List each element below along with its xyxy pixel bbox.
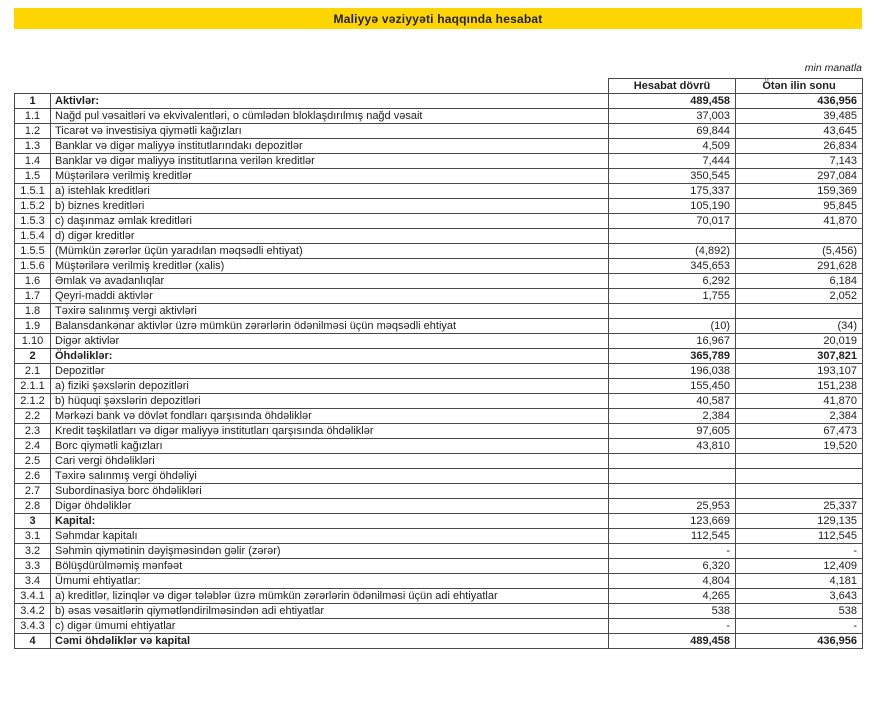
row-value-current: 43,810	[609, 439, 736, 454]
row-value-current: (10)	[609, 319, 736, 334]
row-value-previous: 436,956	[736, 634, 863, 649]
row-number: 1.9	[15, 319, 51, 334]
row-value-previous: -	[736, 544, 863, 559]
row-label: Banklar və digər maliyyə institutlarına verilən kreditlər	[51, 154, 609, 169]
table-row	[15, 259, 863, 274]
row-value-previous: 39,485	[736, 109, 863, 124]
row-value-current: 69,844	[609, 124, 736, 139]
table-row	[15, 589, 863, 604]
row-number: 1	[15, 94, 51, 109]
table-row	[15, 604, 863, 619]
row-value-current: 365,789	[609, 349, 736, 364]
row-number: 2.1.1	[15, 379, 51, 394]
row-label: Mərkəzi bank və dövlət fondları qarşısında öhdəliklər	[51, 409, 609, 424]
row-value-current: -	[609, 544, 736, 559]
row-label: d) digər kreditlər	[51, 229, 609, 244]
row-value-previous: 193,107	[736, 364, 863, 379]
row-number: 3.2	[15, 544, 51, 559]
row-number: 1.5	[15, 169, 51, 184]
row-number: 3.4.3	[15, 619, 51, 634]
row-value-current: 16,967	[609, 334, 736, 349]
row-value-current	[609, 469, 736, 484]
row-value-previous	[736, 484, 863, 499]
row-value-previous: 25,337	[736, 499, 863, 514]
row-value-previous: 4,181	[736, 574, 863, 589]
row-value-current: 538	[609, 604, 736, 619]
row-value-previous: 95,845	[736, 199, 863, 214]
table-row	[15, 319, 863, 334]
table-row	[15, 529, 863, 544]
row-value-current: 175,337	[609, 184, 736, 199]
row-value-current: 2,384	[609, 409, 736, 424]
row-value-current: 6,292	[609, 274, 736, 289]
row-label: Kredit təşkilatları və digər maliyyə institutları qarşısında öhdəliklər	[51, 424, 609, 439]
table-row	[15, 229, 863, 244]
report-title: Maliyyə vəziyyəti haqqında hesabat	[333, 11, 543, 26]
row-value-current: 112,545	[609, 529, 736, 544]
row-value-current: 40,587	[609, 394, 736, 409]
row-label: a) fiziki şəxslərin depozitləri	[51, 379, 609, 394]
title-banner	[14, 8, 862, 29]
table-row	[15, 409, 863, 424]
row-value-current: 4,265	[609, 589, 736, 604]
row-value-previous: 7,143	[736, 154, 863, 169]
row-number: 4	[15, 634, 51, 649]
column-header-previous-year-end: Ötən ilin sonu	[736, 79, 863, 94]
row-label: (Mümkün zərərlər üçün yaradılan məqsədli ehtiyat)	[51, 244, 609, 259]
row-value-previous: 159,369	[736, 184, 863, 199]
table-row	[15, 334, 863, 349]
row-value-current	[609, 229, 736, 244]
table-body	[15, 94, 863, 649]
row-number: 3.3	[15, 559, 51, 574]
row-label: Aktivlər:	[51, 94, 609, 109]
row-label: Əmlak və avadanlıqlar	[51, 274, 609, 289]
table-row	[15, 349, 863, 364]
row-label: a) kreditlər, lizinqlər və digər tələblər üzrə mümkün zərərlərin ödənilməsi üçün adi ehtiyatlar	[51, 589, 609, 604]
row-label: Müştərilərə verilmiş kreditlər	[51, 169, 609, 184]
table-row	[15, 154, 863, 169]
row-label: Ticarət və investisiya qiymətli kağızları	[51, 124, 609, 139]
table-row	[15, 514, 863, 529]
table-row	[15, 619, 863, 634]
row-number: 1.10	[15, 334, 51, 349]
row-number: 1.2	[15, 124, 51, 139]
row-value-previous	[736, 229, 863, 244]
row-value-current	[609, 454, 736, 469]
row-value-current: 489,458	[609, 634, 736, 649]
row-label: Digər öhdəliklər	[51, 499, 609, 514]
row-label: Banklar və digər maliyyə institutlarındakı depozitlər	[51, 139, 609, 154]
table-row	[15, 484, 863, 499]
row-label: Nağd pul vəsaitləri və ekvivalentləri, o cümlədən bloklaşdırılmış nağd vəsait	[51, 109, 609, 124]
row-number: 2.7	[15, 484, 51, 499]
row-number: 1.4	[15, 154, 51, 169]
row-value-current: 7,444	[609, 154, 736, 169]
row-label: Depozitlər	[51, 364, 609, 379]
table-row	[15, 454, 863, 469]
row-value-current: 6,320	[609, 559, 736, 574]
row-label: Ümumi ehtiyatlar:	[51, 574, 609, 589]
row-value-previous: 297,084	[736, 169, 863, 184]
table-row	[15, 394, 863, 409]
row-value-current: 196,038	[609, 364, 736, 379]
row-label: Səhmin qiymətinin dəyişməsindən gəlir (zərər)	[51, 544, 609, 559]
row-number: 3.1	[15, 529, 51, 544]
table-row	[15, 169, 863, 184]
table-header-row	[15, 79, 863, 94]
row-label: Təxirə salınmış vergi aktivləri	[51, 304, 609, 319]
row-number: 2.2	[15, 409, 51, 424]
row-number: 1.5.6	[15, 259, 51, 274]
table-row	[15, 199, 863, 214]
row-number: 3	[15, 514, 51, 529]
row-value-previous: 67,473	[736, 424, 863, 439]
row-value-current: 25,953	[609, 499, 736, 514]
table-row	[15, 424, 863, 439]
row-value-previous: 41,870	[736, 394, 863, 409]
row-label: b) əsas vəsaitlərin qiymətləndirilməsindən adi ehtiyatlar	[51, 604, 609, 619]
table-row	[15, 109, 863, 124]
row-label: Təxirə salınmış vergi öhdəliyi	[51, 469, 609, 484]
row-value-previous	[736, 469, 863, 484]
table-row	[15, 244, 863, 259]
financial-position-table	[14, 78, 863, 649]
row-number: 1.6	[15, 274, 51, 289]
row-label: Cari vergi öhdəlikləri	[51, 454, 609, 469]
row-number: 2.8	[15, 499, 51, 514]
row-label: Digər aktivlər	[51, 334, 609, 349]
row-label: Subordinasiya borc öhdəlikləri	[51, 484, 609, 499]
row-value-current: 4,804	[609, 574, 736, 589]
row-value-current	[609, 484, 736, 499]
table-row	[15, 469, 863, 484]
row-label: Cəmi öhdəliklər və kapital	[51, 634, 609, 649]
row-number: 1.5.1	[15, 184, 51, 199]
row-value-previous	[736, 454, 863, 469]
row-number: 2.1.2	[15, 394, 51, 409]
row-label: a) istehlak kreditləri	[51, 184, 609, 199]
row-number: 3.4	[15, 574, 51, 589]
row-value-previous: 151,238	[736, 379, 863, 394]
row-label: Müştərilərə verilmiş kreditlər (xalis)	[51, 259, 609, 274]
row-number: 1.3	[15, 139, 51, 154]
table-row	[15, 379, 863, 394]
table-row	[15, 94, 863, 109]
row-label: c) digər ümumi ehtiyatlar	[51, 619, 609, 634]
row-label: b) hüquqi şəxslərin depozitləri	[51, 394, 609, 409]
row-value-current: 350,545	[609, 169, 736, 184]
row-value-previous: 291,628	[736, 259, 863, 274]
table-row	[15, 559, 863, 574]
row-value-current: (4,892)	[609, 244, 736, 259]
row-value-previous	[736, 304, 863, 319]
row-value-previous: 538	[736, 604, 863, 619]
table-row	[15, 574, 863, 589]
row-value-current: 489,458	[609, 94, 736, 109]
row-value-current: 123,669	[609, 514, 736, 529]
row-label: Öhdəliklər:	[51, 349, 609, 364]
row-label: Balansdankənar aktivlər üzrə mümkün zərərlərin ödənilməsi üçün məqsədli ehtiyat	[51, 319, 609, 334]
row-value-previous: -	[736, 619, 863, 634]
row-label: b) biznes kreditləri	[51, 199, 609, 214]
row-label: Bölüşdürülməmiş mənfəət	[51, 559, 609, 574]
row-value-previous: 307,821	[736, 349, 863, 364]
row-value-previous: (5,456)	[736, 244, 863, 259]
row-number: 1.5.3	[15, 214, 51, 229]
row-label: Səhmdar kapitalı	[51, 529, 609, 544]
row-value-previous: 3,643	[736, 589, 863, 604]
row-value-previous: 41,870	[736, 214, 863, 229]
row-value-current: 4,509	[609, 139, 736, 154]
table-row	[15, 499, 863, 514]
column-header-current-period: Hesabat dövrü	[609, 79, 736, 94]
row-label: Borc qiymətli kağızları	[51, 439, 609, 454]
row-number: 3.4.2	[15, 604, 51, 619]
row-number: 2.5	[15, 454, 51, 469]
table-row	[15, 214, 863, 229]
row-number: 1.8	[15, 304, 51, 319]
row-value-current	[609, 304, 736, 319]
row-number: 1.1	[15, 109, 51, 124]
row-label: Qeyri-maddi aktivlər	[51, 289, 609, 304]
table-row	[15, 274, 863, 289]
row-value-previous: 19,520	[736, 439, 863, 454]
row-value-current: 70,017	[609, 214, 736, 229]
row-value-previous: 2,384	[736, 409, 863, 424]
row-number: 2.3	[15, 424, 51, 439]
table-row	[15, 289, 863, 304]
table-row	[15, 304, 863, 319]
row-value-previous: 26,834	[736, 139, 863, 154]
row-number: 1.5.4	[15, 229, 51, 244]
row-number: 3.4.1	[15, 589, 51, 604]
row-value-current: 345,653	[609, 259, 736, 274]
table-row	[15, 184, 863, 199]
row-value-current: 97,605	[609, 424, 736, 439]
row-value-current: 105,190	[609, 199, 736, 214]
table-row	[15, 139, 863, 154]
table-row	[15, 544, 863, 559]
row-number: 2.4	[15, 439, 51, 454]
row-value-previous: 43,645	[736, 124, 863, 139]
row-value-previous: 2,052	[736, 289, 863, 304]
row-label: Kapital:	[51, 514, 609, 529]
table-row	[15, 634, 863, 649]
row-number: 1.7	[15, 289, 51, 304]
row-number: 2	[15, 349, 51, 364]
row-value-previous: (34)	[736, 319, 863, 334]
row-value-current: 1,755	[609, 289, 736, 304]
row-value-previous: 6,184	[736, 274, 863, 289]
row-value-previous: 12,409	[736, 559, 863, 574]
row-value-previous: 436,956	[736, 94, 863, 109]
header-spacer	[15, 79, 609, 94]
table-row	[15, 364, 863, 379]
row-value-current: 155,450	[609, 379, 736, 394]
row-label: c) daşınmaz əmlak kreditləri	[51, 214, 609, 229]
unit-note: min manatla	[804, 62, 862, 74]
row-value-current: 37,003	[609, 109, 736, 124]
row-value-previous: 20,019	[736, 334, 863, 349]
table-row	[15, 439, 863, 454]
row-value-current: -	[609, 619, 736, 634]
row-number: 2.1	[15, 364, 51, 379]
table-row	[15, 124, 863, 139]
row-value-previous: 112,545	[736, 529, 863, 544]
row-value-previous: 129,135	[736, 514, 863, 529]
row-number: 1.5.5	[15, 244, 51, 259]
row-number: 2.6	[15, 469, 51, 484]
row-number: 1.5.2	[15, 199, 51, 214]
